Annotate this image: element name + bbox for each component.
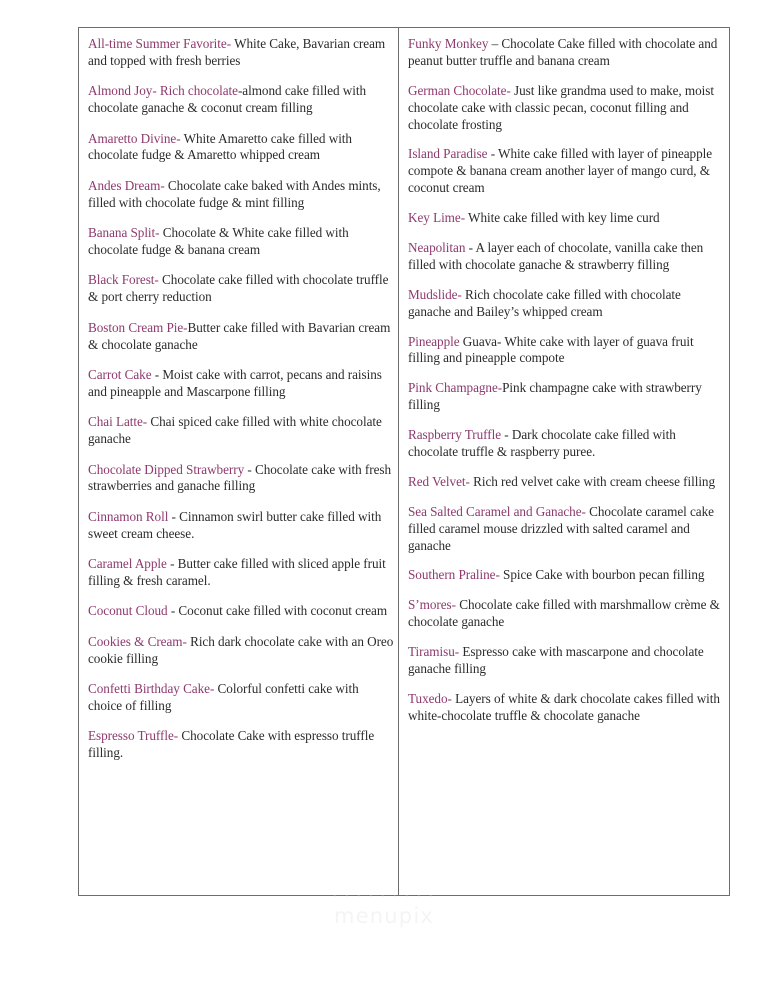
menu-item-name: Cookies & Cream-	[88, 633, 187, 649]
menu-item-name: Amaretto Divine-	[88, 130, 181, 146]
menu-item-description: Espresso cake with mascarpone and chocolate ganache filling	[408, 644, 704, 677]
menu-item-description: Colorful confetti cake with choice of filling	[88, 681, 359, 713]
menu-item	[408, 644, 723, 678]
menu-item	[88, 462, 394, 496]
menu-item-description: - White cake filled with layer of pineapple compote & banana cream another layer of mango curd, & coconut cream	[408, 146, 713, 196]
menu-frame	[78, 27, 730, 896]
menu-item	[408, 691, 723, 725]
menu-item-name: Boston Cream Pie-	[88, 319, 188, 335]
menu-item-description: Chocolate caramel cake filled caramel mouse drizzled with salted caramel and ganache	[408, 503, 714, 553]
menu-item-description: -almond cake filled with chocolate ganache & coconut cream filling	[88, 83, 367, 116]
menu-item-name: Key Lime-	[408, 210, 466, 226]
menu-item-name: Island Paradise	[408, 146, 488, 162]
menu-column-left	[79, 28, 399, 895]
menu-item-name: Almond Joy- Rich chocolate	[88, 83, 238, 99]
menu-item-name: Raspberry Truffle	[408, 427, 502, 443]
menu-item	[88, 603, 394, 620]
menu-item-description: Butter cake filled with Bavarian cream & chocolate ganache	[88, 319, 391, 352]
menu-item	[408, 567, 723, 584]
menu-item-description: White cake filled with key lime curd	[465, 210, 660, 226]
menu-item	[88, 728, 394, 762]
menu-item-name: Caramel Apple	[88, 556, 167, 572]
menu-item	[408, 83, 723, 134]
menu-item	[408, 504, 723, 555]
menu-item-description: Chai spiced cake filled with white chocolate ganache	[88, 414, 382, 447]
menu-item	[88, 367, 394, 401]
menu-item-name: Tiramisu-	[408, 644, 460, 660]
menu-item-description: - A layer each of chocolate, vanilla cake then filled with chocolate ganache & strawberry filling	[408, 240, 704, 272]
menu-item-description: Rich dark chocolate cake with an Oreo cookie filling	[88, 633, 394, 666]
menu-item	[88, 272, 394, 306]
menu-item	[408, 146, 723, 197]
menu-item-name: S’mores-	[408, 597, 456, 613]
menu-item-description: Rich chocolate cake filled with chocolate ganache and Bailey’s whipped cream	[408, 286, 681, 319]
menu-item	[408, 380, 723, 414]
menu-item-description: - Butter cake filled with sliced apple fruit filling & fresh caramel.	[88, 556, 386, 588]
menu-item-description: Chocolate cake baked with Andes mints, filled with chocolate fudge & mint filling	[88, 177, 381, 210]
menu-item-description: Chocolate cake filled with marshmallow crème & chocolate ganache	[408, 597, 720, 630]
menu-item	[88, 556, 394, 590]
menu-item-description: White Amaretto cake filled with chocolate fudge & Amaretto whipped cream	[88, 130, 352, 163]
menu-item-name: Andes Dream-	[88, 177, 165, 193]
menu-item-description: Chocolate & White cake filled with chocolate fudge & banana cream	[88, 225, 349, 258]
menu-item-description: - Cinnamon swirl butter cake filled with sweet cream cheese.	[88, 508, 382, 541]
watermark-mark: · · · · · · · · ·	[333, 890, 435, 902]
menu-item	[408, 287, 723, 321]
menu-item-name: Pink Champagne-	[408, 380, 503, 396]
menu-item-name: Mudslide-	[408, 286, 462, 302]
menu-item	[408, 474, 723, 491]
menu-item-name: Sea Salted Caramel and Ganache-	[408, 503, 586, 519]
menu-item-name: Coconut Cloud	[88, 603, 168, 619]
menu-item	[88, 320, 394, 354]
menu-item-description: Guava- White cake with layer of guava fruit filling and pineapple compote	[408, 333, 694, 366]
menu-item	[88, 509, 394, 543]
menu-item-name: Chocolate Dipped Strawberry	[88, 461, 245, 477]
menu-item-description: Layers of white & dark chocolate cakes filled with white-chocolate truffle & chocolate ganache	[408, 690, 720, 723]
menu-item-description: Chocolate cake filled with chocolate truffle & port cherry reduction	[88, 272, 389, 305]
menu-item	[408, 427, 723, 461]
menu-item-name: German Chocolate-	[408, 82, 511, 98]
menu-item-description: – Chocolate Cake filled with chocolate and peanut butter truffle and banana cream	[408, 36, 718, 68]
menu-item	[88, 178, 394, 212]
watermark-text: menupix	[334, 904, 434, 928]
menu-item-name: Banana Split-	[88, 225, 160, 241]
menu-item-name: Southern Praline-	[408, 567, 500, 583]
menu-item-name: Espresso Truffle-	[88, 728, 179, 744]
menu-column-right	[399, 28, 729, 895]
menu-item	[88, 681, 394, 715]
menu-item	[88, 131, 394, 165]
menu-item-description: White Cake, Bavarian cream and topped with fresh berries	[88, 36, 386, 68]
menu-item	[88, 634, 394, 668]
menu-item-description: Spice Cake with bourbon pecan filling	[499, 567, 705, 583]
menu-item-description: - Chocolate cake with fresh strawberries and ganache filling	[88, 461, 392, 494]
menu-item-name: Red Velvet-	[408, 473, 470, 489]
menu-item-name: Pineapple	[408, 333, 460, 349]
menu-item	[88, 225, 394, 259]
menu-item	[408, 334, 723, 368]
menu-item-name: Neapolitan	[408, 240, 466, 256]
menu-item-name: Cinnamon Roll	[88, 508, 169, 524]
menu-item	[408, 597, 723, 631]
menu-item-description: Just like grandma used to make, moist chocolate cake with classic pecan, coconut filling and chocolate frosting	[408, 82, 714, 132]
menu-item-description: Chocolate Cake with espresso truffle filling.	[88, 728, 375, 761]
menu-item-description: - Moist cake with carrot, pecans and raisins and pineapple and Mascarpone filling	[88, 366, 382, 399]
menu-item-name: All-time Summer Favorite-	[88, 36, 232, 51]
menu-item	[408, 240, 723, 274]
menu-item	[88, 36, 394, 70]
menu-item	[408, 36, 723, 70]
menu-item	[88, 414, 394, 448]
menu-item-name: Tuxedo-	[408, 690, 452, 706]
menu-item-name: Chai Latte-	[88, 414, 148, 430]
menu-item-name: Funky Monkey	[408, 36, 489, 51]
menu-item-description: Pink champagne cake with strawberry filling	[408, 380, 702, 413]
menu-item-description: - Coconut cake filled with coconut cream	[167, 603, 388, 619]
menu-item	[408, 210, 723, 227]
menu-item-name: Black Forest-	[88, 272, 159, 288]
menu-item-name: Carrot Cake	[88, 366, 152, 382]
menu-item	[88, 83, 394, 117]
menu-item-description: - Dark chocolate cake filled with chocolate truffle & raspberry puree.	[408, 427, 676, 460]
menu-item-name: Confetti Birthday Cake-	[88, 681, 215, 697]
menu-item-description: Rich red velvet cake with cream cheese filling	[469, 473, 716, 489]
